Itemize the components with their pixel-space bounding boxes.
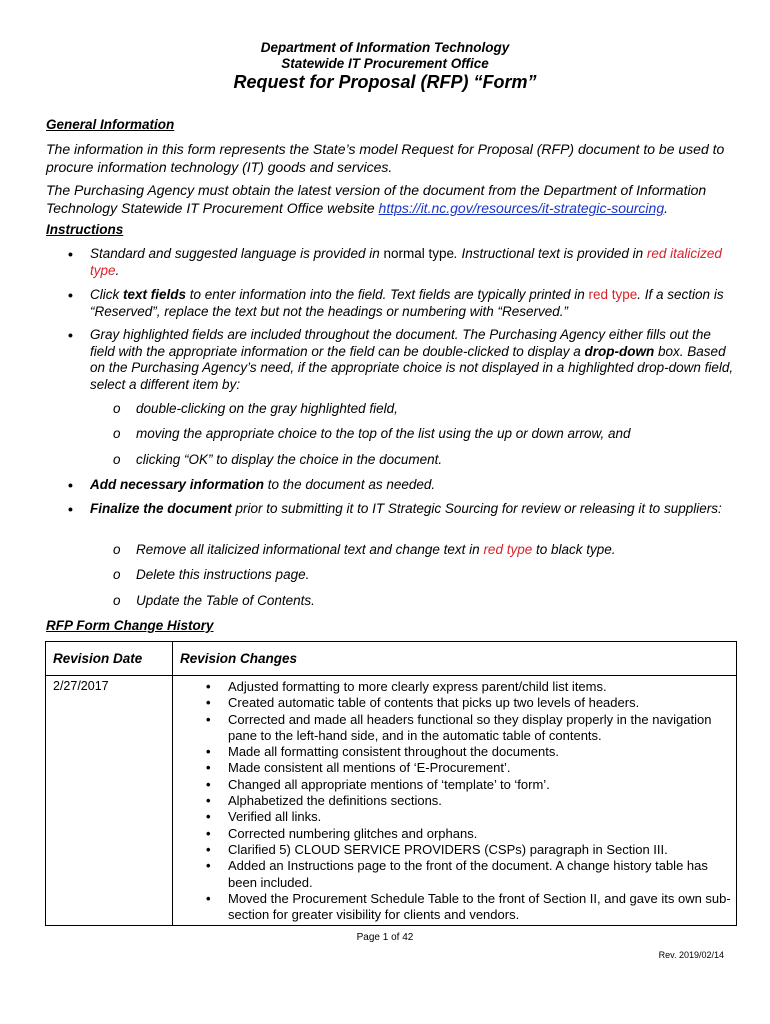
change-text: Added an Instructions page to the front of the document. A change history table has been included. bbox=[228, 858, 708, 890]
office-title: Statewide IT Procurement Office bbox=[281, 56, 489, 71]
change-text: Clarified 5) CLOUD SERVICE PROVIDERS (CSPs) paragraph in Section III. bbox=[228, 841, 668, 857]
bullet-marker: • bbox=[68, 246, 73, 262]
list-item bbox=[180, 760, 732, 776]
paragraph-text: The Purchasing Agency must obtain the latest version of the document from the Department of Information Technology Statewide IT Procurement Office website bbox=[46, 182, 707, 216]
change-text: Verified all links. bbox=[228, 809, 322, 825]
instruction-bullet-2: Click text fields to enter information into the field. Text fields are typically printed in red type. If a section is “Reserved”, replace the text but not the headings or numbering with “Reserved.” bbox=[90, 287, 724, 319]
change-text: Corrected numbering glitches and orphans. bbox=[228, 825, 478, 841]
list-item bbox=[180, 842, 732, 858]
table-header-row bbox=[46, 642, 737, 676]
bullet-marker: • bbox=[68, 477, 73, 493]
general-information-heading: General Information bbox=[46, 117, 175, 132]
bullet-marker: • bbox=[206, 679, 211, 694]
list-item bbox=[180, 858, 732, 891]
sub-instruction-2: moving the appropriate choice to the top of the list using the up or down arrow, and bbox=[136, 426, 631, 441]
instruction-bullet-5: Finalize the document prior to submitting it to IT Strategic Sourcing for review or releasing it to suppliers: bbox=[90, 501, 722, 516]
sub-instruction-5: Delete this instructions page. bbox=[136, 567, 310, 582]
sub-bullet-marker: o bbox=[113, 593, 121, 608]
sub-bullet-marker: o bbox=[113, 567, 121, 582]
change-text: Made all formatting consistent throughout the documents. bbox=[228, 744, 559, 760]
procurement-website-link[interactable]: https://it.nc.gov/resources/it-strategic-sourcing bbox=[378, 200, 665, 216]
revision-changes-header: Revision Changes bbox=[173, 642, 737, 676]
list-item bbox=[180, 679, 732, 695]
instructions-heading: Instructions bbox=[46, 222, 124, 237]
sub-instruction-4: Remove all italicized informational text and change text in red type to black type. bbox=[136, 542, 616, 557]
change-text: Corrected and made all headers functional so they display properly in the navigation pane to the left-hand side, and in the automatic table of contents. bbox=[228, 711, 712, 743]
bullet-marker: • bbox=[206, 793, 211, 809]
change-text: Adjusted formatting to more clearly express parent/child list items. bbox=[228, 679, 607, 694]
instruction-bullet-3: Gray highlighted fields are included throughout the document. The Purchasing Agency either fills out the field with the appropriate information or the field can be double-clicked to display a drop-down box. Based on the Purchasing Agency’s need, if the appropriate choice is not displayed in a highlighted drop-down field, select a different item by: bbox=[90, 327, 734, 392]
sub-bullet-marker: o bbox=[113, 452, 121, 467]
sub-instruction-1: double-clicking on the gray highlighted field, bbox=[136, 401, 398, 416]
sub-instruction-6: Update the Table of Contents. bbox=[136, 593, 315, 608]
bullet-marker: • bbox=[206, 841, 211, 857]
bullet-marker: • bbox=[206, 809, 211, 825]
bullet-marker: • bbox=[68, 327, 73, 343]
page-number: Page 1 of 42 bbox=[356, 932, 414, 943]
bullet-marker: • bbox=[206, 825, 211, 841]
bullet-marker: • bbox=[206, 711, 211, 727]
change-text: Made consistent all mentions of ‘E-Procurement’. bbox=[228, 760, 511, 776]
change-history-heading: RFP Form Change History bbox=[46, 618, 214, 633]
bullet-marker: • bbox=[68, 501, 73, 517]
document-title: Request for Proposal (RFP) “Form” bbox=[233, 72, 537, 92]
revision-date-header: Revision Date bbox=[46, 642, 173, 676]
bullet-marker: • bbox=[206, 760, 211, 776]
sub-bullet-marker: o bbox=[113, 542, 121, 557]
bullet-marker: • bbox=[206, 695, 211, 711]
sub-bullet-marker: o bbox=[113, 401, 121, 416]
bullet-marker: • bbox=[206, 776, 211, 792]
changes-list bbox=[180, 679, 732, 923]
list-item bbox=[180, 695, 732, 711]
revision-changes-cell bbox=[173, 676, 737, 926]
revision-stamp: Rev. 2019/02/14 bbox=[658, 950, 724, 960]
list-item bbox=[180, 891, 732, 924]
list-item bbox=[180, 744, 732, 760]
change-history-table bbox=[45, 641, 737, 926]
bullet-marker: • bbox=[68, 287, 73, 303]
sub-instruction-3: clicking “OK” to display the choice in the document. bbox=[136, 452, 443, 467]
list-item bbox=[180, 777, 732, 793]
list-item bbox=[180, 809, 732, 825]
sub-bullet-marker: o bbox=[113, 426, 121, 441]
list-item bbox=[180, 712, 732, 745]
bullet-marker: • bbox=[206, 744, 211, 760]
instruction-bullet-1: Standard and suggested language is provided in normal type. Instructional text is provided in red italicized type. bbox=[90, 246, 722, 278]
change-text: Created automatic table of contents that picks up two levels of headers. bbox=[228, 695, 640, 711]
list-item bbox=[180, 793, 732, 809]
table-row bbox=[46, 676, 737, 926]
general-paragraph-2 bbox=[46, 181, 736, 217]
department-title: Department of Information Technology bbox=[260, 40, 510, 55]
bullet-marker: • bbox=[206, 890, 211, 906]
change-text: Changed all appropriate mentions of ‘template’ to ‘form’. bbox=[228, 776, 550, 792]
paragraph-text: . bbox=[664, 200, 668, 216]
instruction-bullet-4: Add necessary information to the document as needed. bbox=[90, 477, 436, 492]
list-item bbox=[180, 826, 732, 842]
revision-date-cell: 2/27/2017 bbox=[46, 676, 173, 926]
change-text: Alphabetized the definitions sections. bbox=[228, 793, 442, 809]
bullet-marker: • bbox=[206, 858, 211, 874]
general-paragraph-1: The information in this form represents the State’s model Request for Proposal (RFP) document to be used to procure information technology (IT) goods and services. bbox=[46, 141, 725, 175]
change-text: Moved the Procurement Schedule Table to the front of Section II, and gave its own sub-section for greater visibility for clients and vendors. bbox=[228, 890, 731, 923]
